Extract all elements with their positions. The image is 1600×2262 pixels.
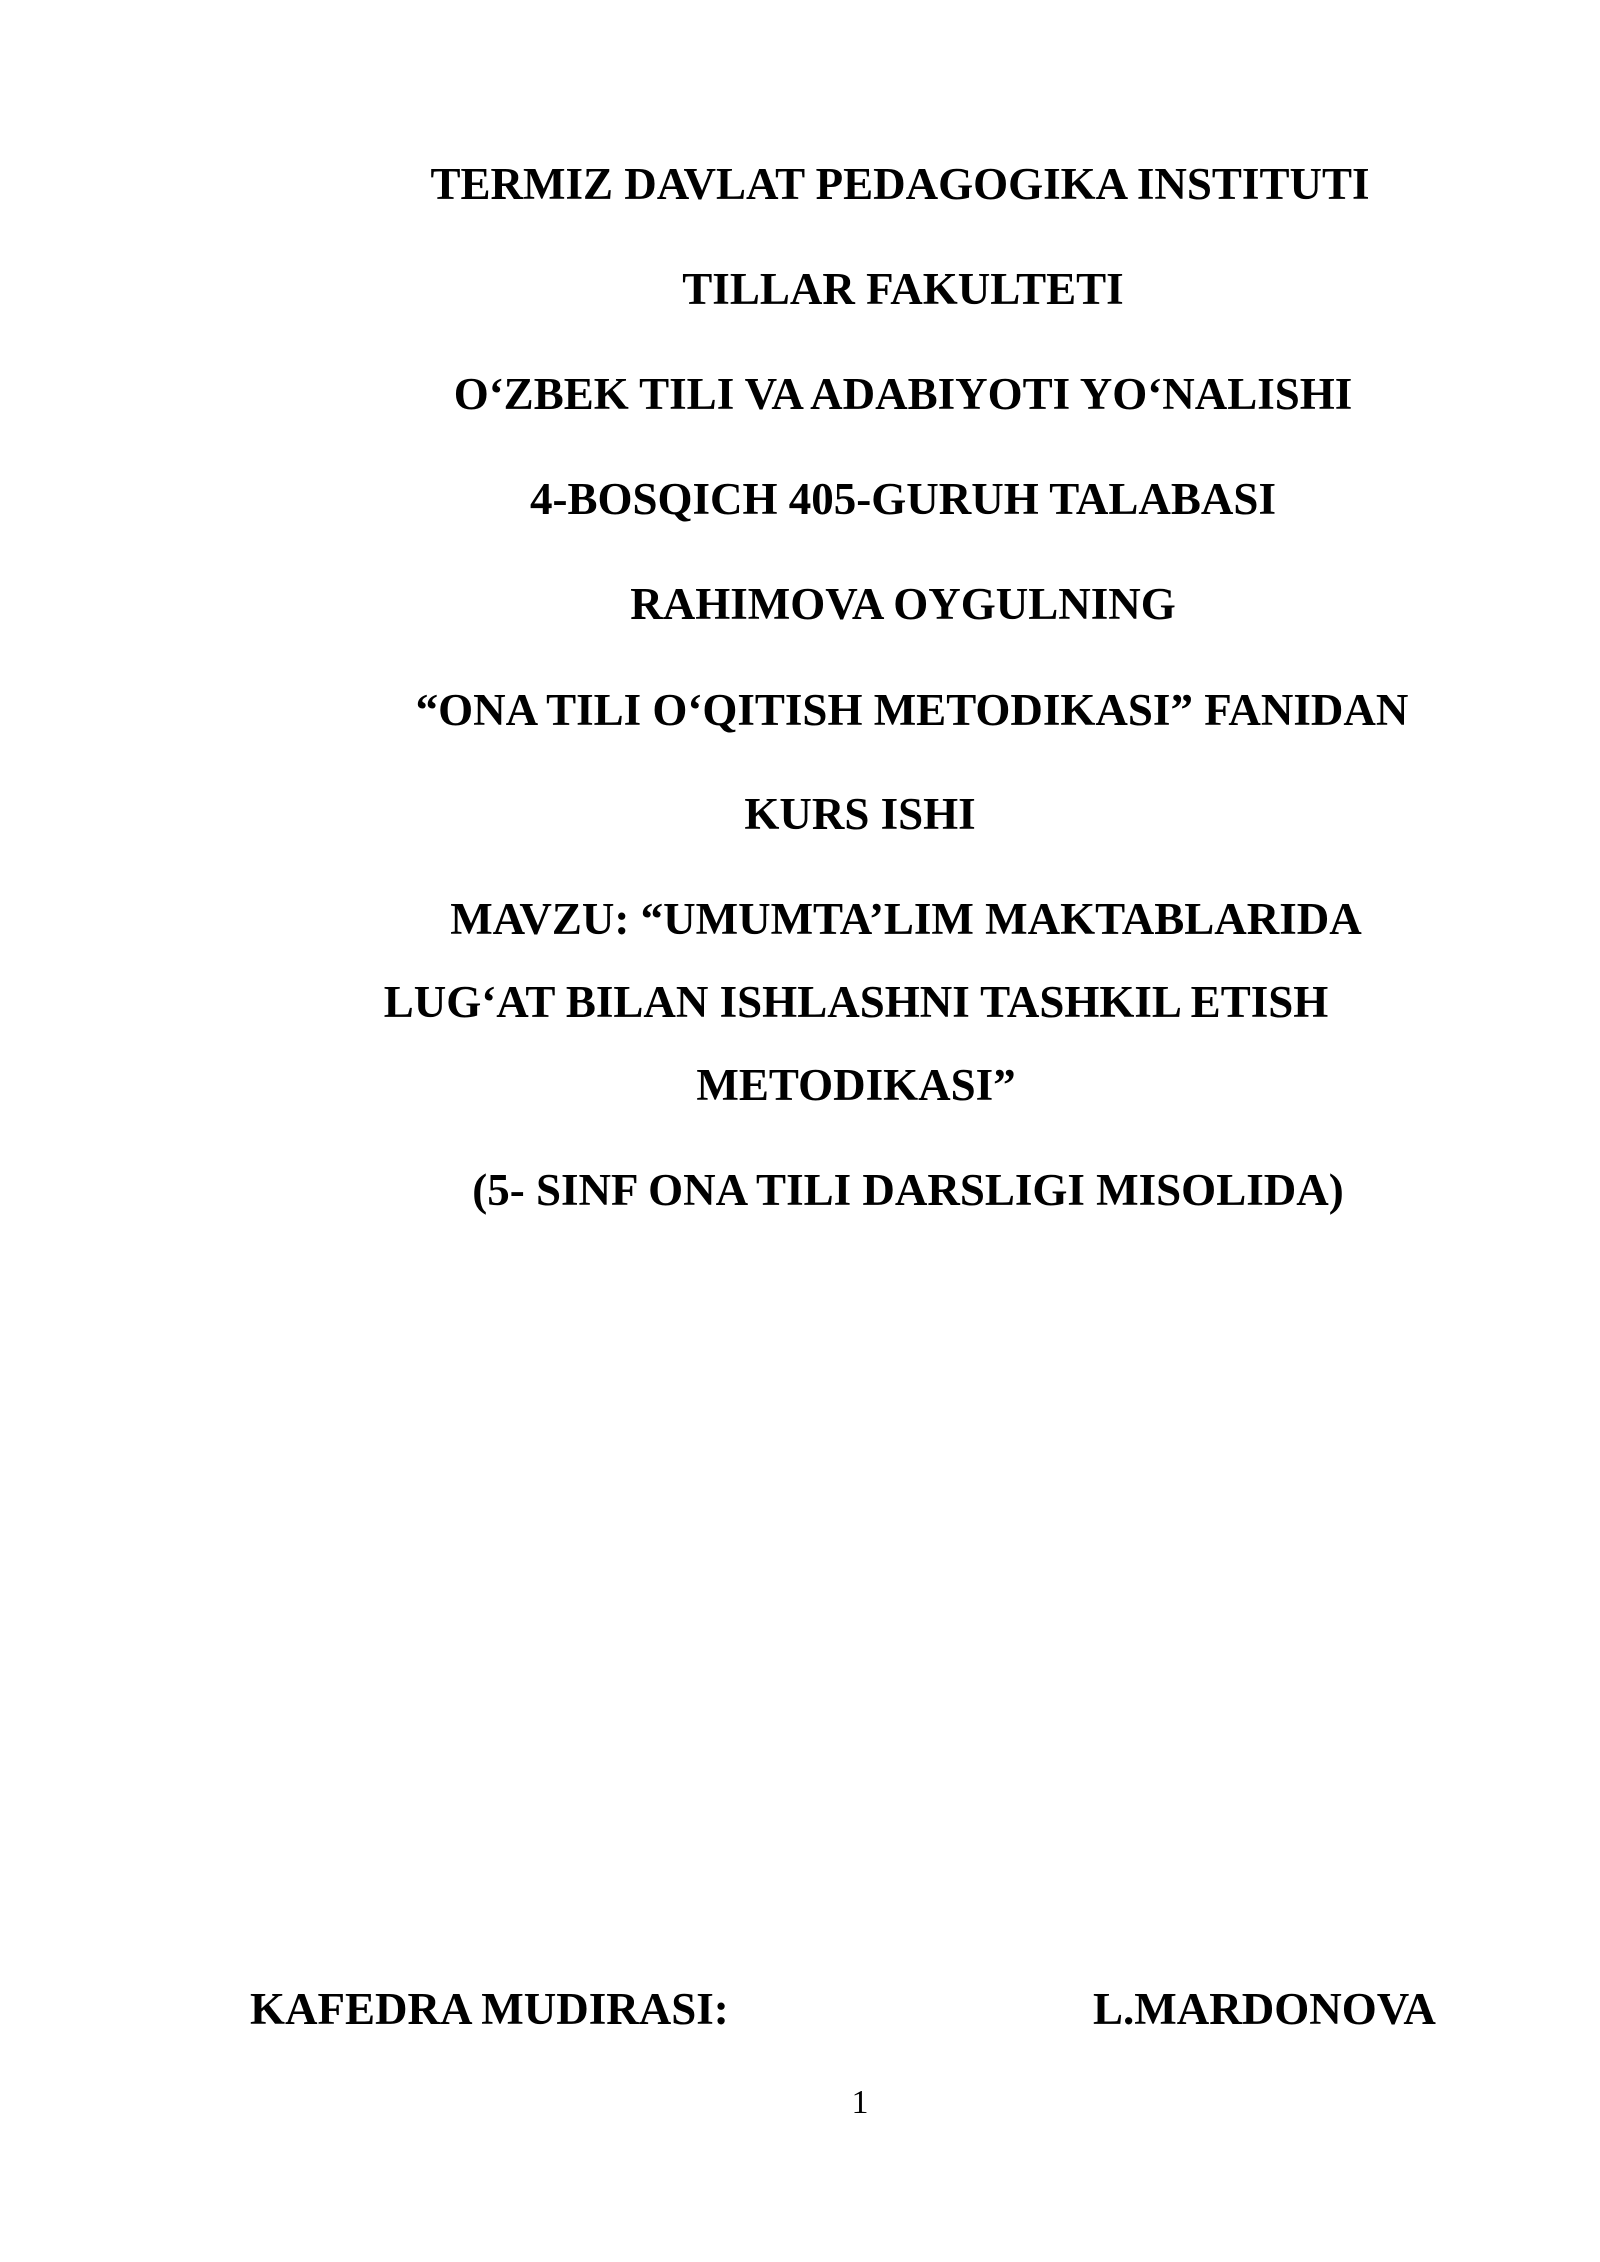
page-number: 1	[851, 2084, 869, 2121]
topic-example: (5- SINF ONA TILI DARSLIGI MISOLIDA)	[472, 1165, 1344, 1215]
topic-line-3: METODIKASI”	[696, 1060, 1016, 1110]
topic-line-2: LUG‘AT BILAN ISHLASHNI TASHKIL ETISH	[383, 977, 1329, 1027]
work-type: KURS ISHI	[744, 789, 976, 839]
subject-title: “ONA TILI O‘QITISH METODIKASI” FANIDAN	[415, 685, 1409, 735]
group-info: 4-BOSQICH 405-GURUH TALABASI	[530, 474, 1276, 524]
direction-name: O‘ZBEK TILI VA ADABIYOTI YO‘NALISHI	[453, 369, 1353, 419]
department-head-label: KAFEDRA MUDIRASI:	[250, 1984, 729, 2034]
institute-name: TERMIZ DAVLAT PEDAGOGIKA INSTITUTI	[430, 159, 1370, 209]
department-head-name: L.MARDONOVA	[1093, 1984, 1436, 2034]
faculty-name: TILLAR FAKULTETI	[682, 264, 1124, 314]
student-name: RAHIMOVA OYGULNING	[630, 579, 1176, 629]
topic-line-1: MAVZU: “UMUMTA’LIM MAKTABLARIDA	[450, 894, 1362, 944]
